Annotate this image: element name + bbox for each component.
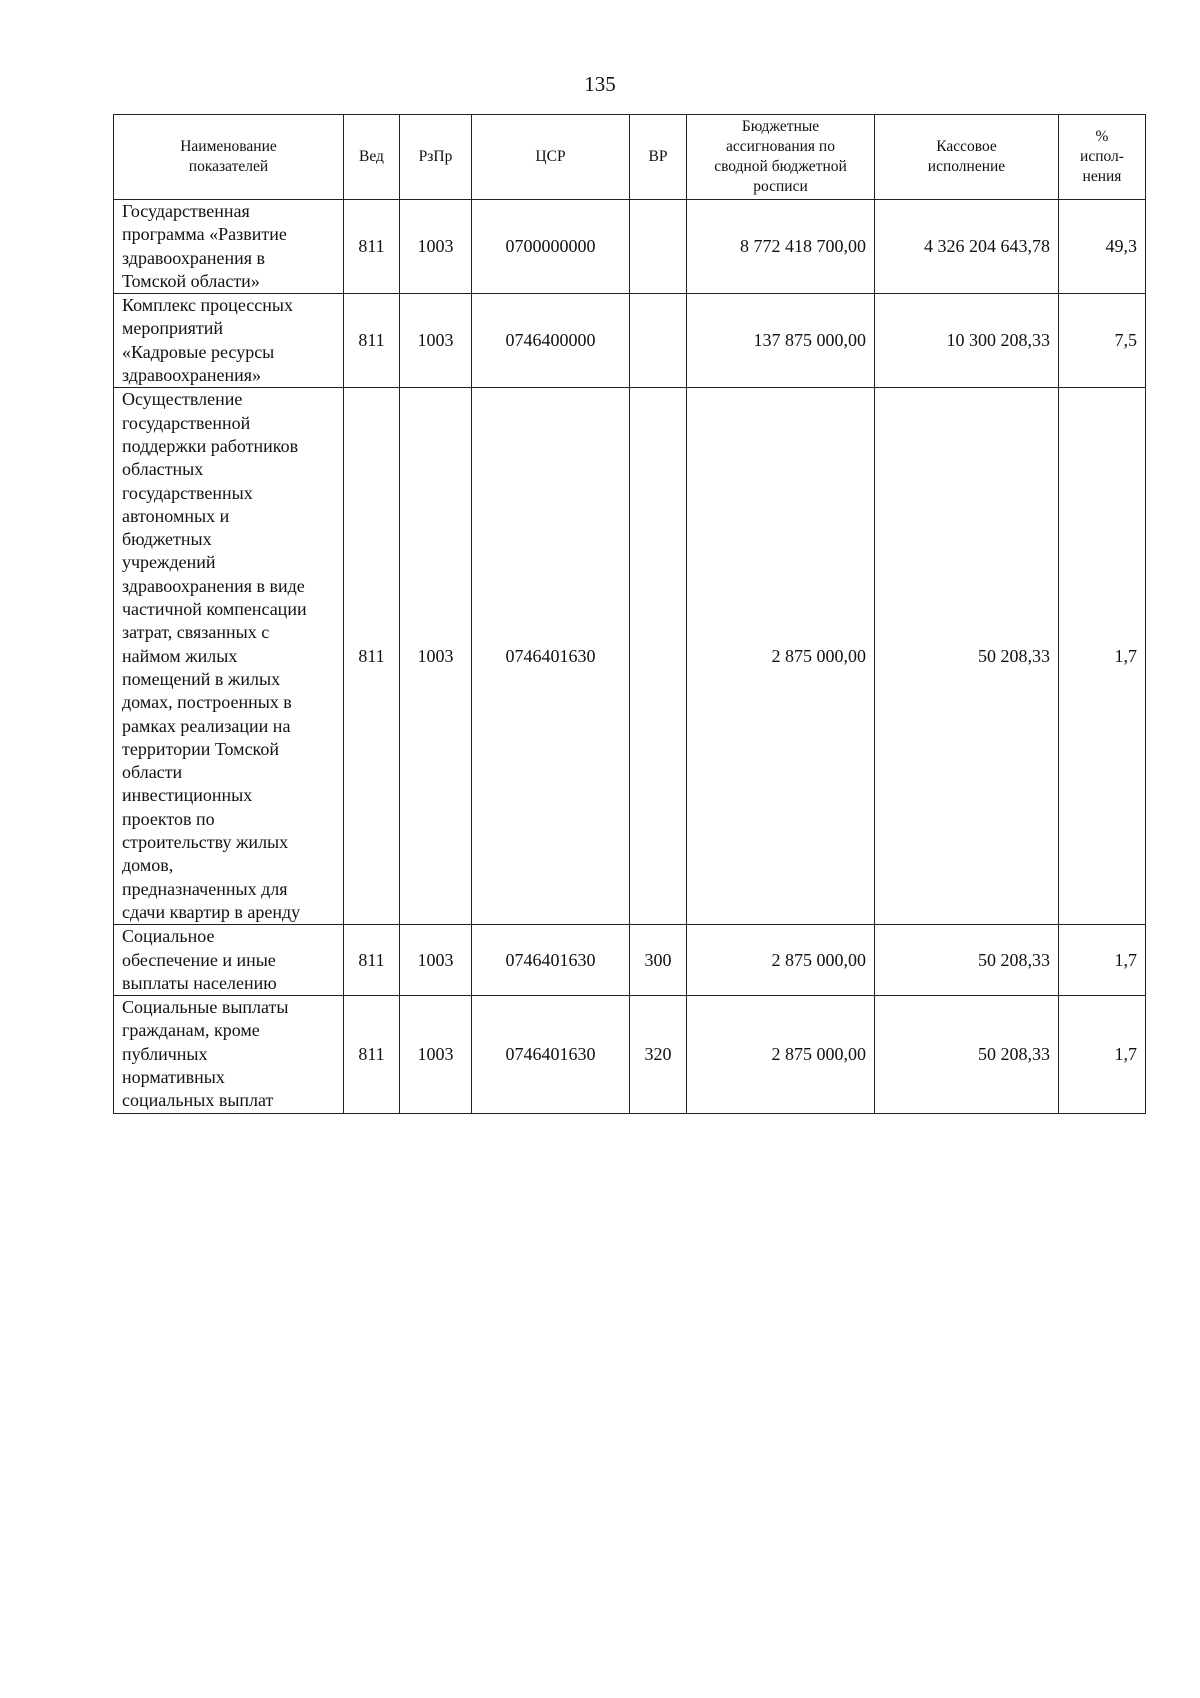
row-budget: 2 875 000,00 [687,925,875,996]
row-name: Осуществление государственной поддержки работников областных государственных автономных и бюджетных учреждений здравоохранения в виде частичной компенсации затрат, связанных с наймом жилых помещений в жилых домах, построенных в рамках реализации на территории Томской области инвестиционных проектов по строительству жилых домов, предназначенных для сдачи квартир в аренду [114,388,344,925]
header-ved: Вед [344,115,400,200]
row-name: Комплекс процессных мероприятий «Кадровые ресурсы здравоохранения» [114,294,344,388]
row-vr [630,388,687,925]
row-rzpr: 1003 [400,200,472,294]
header-cash: Кассовое исполнение [875,115,1059,200]
row-vr [630,294,687,388]
row-percent: 1,7 [1059,388,1146,925]
row-rzpr: 1003 [400,925,472,996]
row-cash: 4 326 204 643,78 [875,200,1059,294]
header-budget: Бюджетные ассигнования по сводной бюджетной росписи [687,115,875,200]
row-vr [630,200,687,294]
row-budget: 2 875 000,00 [687,996,875,1113]
row-percent: 1,7 [1059,996,1146,1113]
row-percent: 7,5 [1059,294,1146,388]
row-csr: 0746400000 [472,294,630,388]
row-name: Государственная программа «Развитие здравоохранения в Томской области» [114,200,344,294]
row-budget: 8 772 418 700,00 [687,200,875,294]
row-percent: 1,7 [1059,925,1146,996]
page-number: 135 [584,72,616,96]
row-csr: 0746401630 [472,996,630,1113]
row-csr: 0746401630 [472,388,630,925]
table-row [114,925,1146,996]
row-cash: 50 208,33 [875,388,1059,925]
row-csr: 0746401630 [472,925,630,996]
row-ved: 811 [344,925,400,996]
row-rzpr: 1003 [400,294,472,388]
row-vr: 300 [630,925,687,996]
header-rzpr: РзПр [400,115,472,200]
row-rzpr: 1003 [400,388,472,925]
table-row [114,388,1146,925]
row-ved: 811 [344,294,400,388]
row-budget: 2 875 000,00 [687,388,875,925]
row-cash: 50 208,33 [875,925,1059,996]
table-row [114,996,1146,1113]
row-cash: 50 208,33 [875,996,1059,1113]
row-vr: 320 [630,996,687,1113]
header-name: Наименование показателей [114,115,344,200]
table-header-row [114,115,1146,200]
row-name: Социальное обеспечение и иные выплаты населению [114,925,344,996]
row-budget: 137 875 000,00 [687,294,875,388]
table-row [114,294,1146,388]
row-ved: 811 [344,200,400,294]
row-ved: 811 [344,388,400,925]
budget-execution-table [113,114,1146,1114]
row-rzpr: 1003 [400,996,472,1113]
row-cash: 10 300 208,33 [875,294,1059,388]
header-csr: ЦСР [472,115,630,200]
table-row [114,200,1146,294]
header-percent: % испол- нения [1059,115,1146,200]
header-vr: ВР [630,115,687,200]
row-csr: 0700000000 [472,200,630,294]
row-ved: 811 [344,996,400,1113]
row-percent: 49,3 [1059,200,1146,294]
row-name: Социальные выплаты гражданам, кроме публичных нормативных социальных выплат [114,996,344,1113]
